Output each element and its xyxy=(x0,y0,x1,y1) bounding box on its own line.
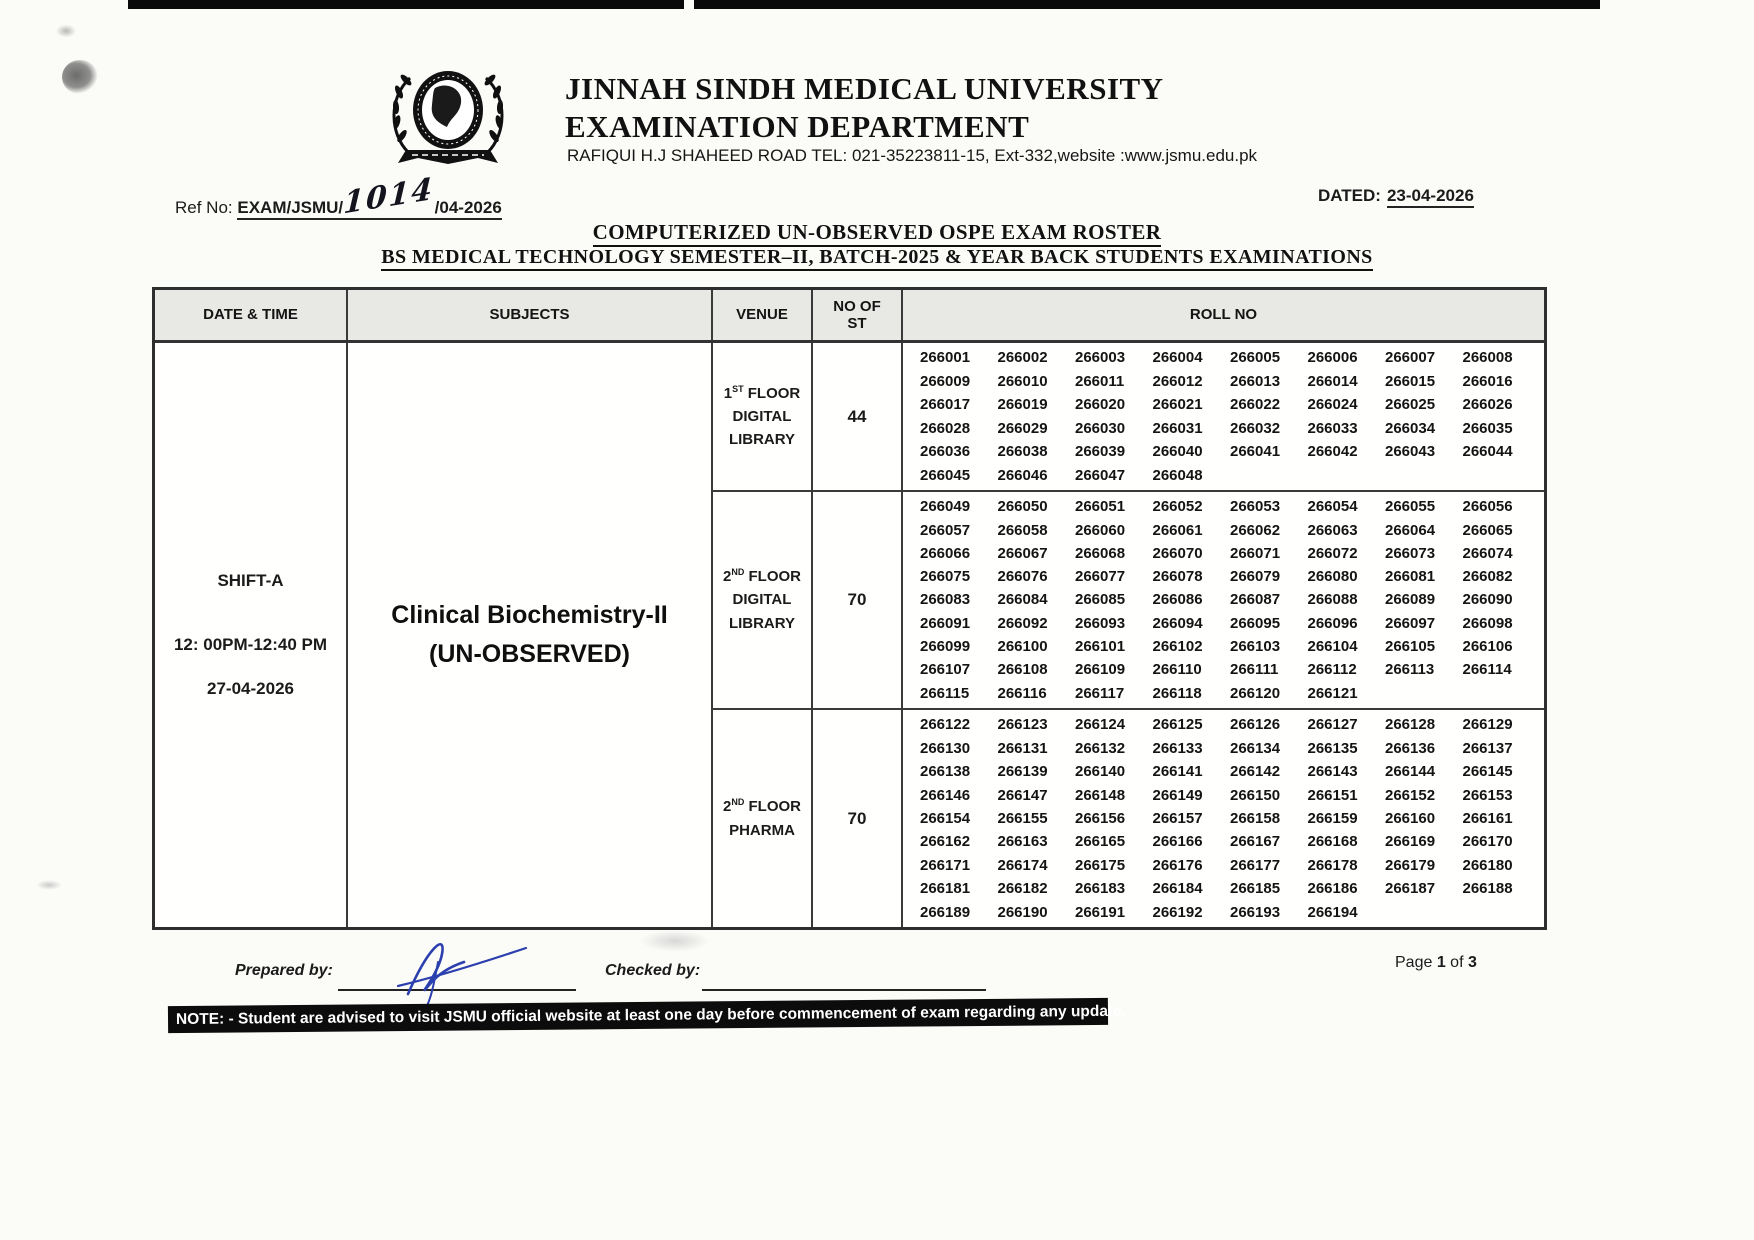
roll-number: 266049 xyxy=(920,498,971,516)
scan-smudge xyxy=(62,60,98,94)
exam-time: 12: 00PM-12:40 PM xyxy=(173,635,328,654)
roll-row xyxy=(920,522,1544,539)
roll-number-grid xyxy=(903,492,1544,708)
roll-number: 266010 xyxy=(997,372,1048,390)
department-name: EXAMINATION DEPARTMENT xyxy=(565,108,1030,144)
roll-number: 266087 xyxy=(1230,591,1281,609)
roll-number: 266187 xyxy=(1385,880,1436,898)
exam-date: 27-04-2026 xyxy=(207,679,294,698)
ref-label: Ref No: xyxy=(175,198,238,217)
venue-line: 2ND FLOOR xyxy=(722,797,801,816)
roll-number: 266072 xyxy=(1307,544,1358,562)
roll-number: 266138 xyxy=(920,763,971,781)
ref-prefix: EXAM/JSMU/ xyxy=(237,198,344,217)
roll-number: 266067 xyxy=(997,544,1048,562)
roll-row xyxy=(920,833,1544,850)
subject-name: Clinical Biochemistry-II xyxy=(391,601,668,629)
ref-handwritten-number: 1014 xyxy=(342,171,436,222)
roll-number: 266182 xyxy=(997,880,1048,898)
roll-number: 266081 xyxy=(1385,568,1436,586)
roll-number: 266161 xyxy=(1462,809,1513,827)
roll-number: 266150 xyxy=(1230,786,1281,804)
roll-number: 266086 xyxy=(1152,591,1203,609)
venue-line: 1ST FLOOR xyxy=(723,383,801,402)
roll-number: 266036 xyxy=(920,443,971,461)
roll-number: 266068 xyxy=(1075,544,1126,562)
roll-number: 266106 xyxy=(1462,638,1513,656)
roll-number: 266136 xyxy=(1385,739,1436,757)
roll-number: 266046 xyxy=(997,466,1048,484)
roll-number: 266157 xyxy=(1152,809,1203,827)
roll-row xyxy=(920,857,1544,874)
checked-by-signature-line xyxy=(702,989,986,991)
roll-number: 266120 xyxy=(1230,684,1281,702)
roll-number: 266088 xyxy=(1307,591,1358,609)
roll-number: 266004 xyxy=(1152,349,1203,367)
table-body xyxy=(155,343,1544,927)
roll-number: 266060 xyxy=(1075,521,1126,539)
roll-number: 266130 xyxy=(920,739,971,757)
roll-number: 266145 xyxy=(1462,763,1513,781)
roll-number: 266074 xyxy=(1462,544,1513,562)
roll-number: 266121 xyxy=(1307,684,1358,702)
roll-number: 266043 xyxy=(1385,443,1436,461)
roll-number: 266009 xyxy=(920,372,971,390)
roll-row xyxy=(920,568,1544,585)
roll-number: 266052 xyxy=(1152,498,1203,516)
roll-number: 266019 xyxy=(997,396,1048,414)
roll-number: 266082 xyxy=(1462,568,1513,586)
roll-row xyxy=(920,591,1544,608)
header-venue: VENUE xyxy=(713,290,813,340)
roll-number-grid xyxy=(903,710,1544,927)
roll-row xyxy=(920,443,1544,460)
roll-number: 266129 xyxy=(1462,716,1513,734)
roll-number: 266094 xyxy=(1152,614,1203,632)
roll-number: 266042 xyxy=(1307,443,1358,461)
venue-line: DIGITAL xyxy=(732,407,792,425)
roll-number: 266020 xyxy=(1075,396,1126,414)
roll-row xyxy=(920,661,1544,678)
roll-number: 266065 xyxy=(1462,521,1513,539)
roll-number: 266125 xyxy=(1152,716,1203,734)
roll-number: 266141 xyxy=(1152,763,1203,781)
roll-number: 266025 xyxy=(1385,396,1436,414)
roll-number: 266066 xyxy=(920,544,971,562)
roll-number: 266134 xyxy=(1230,739,1281,757)
roll-number: 266193 xyxy=(1230,903,1281,921)
header-no-of-st: NO OF ST xyxy=(813,290,903,340)
roll-number: 266108 xyxy=(997,661,1048,679)
checked-by-label: Checked by: xyxy=(605,962,701,979)
roll-number: 266186 xyxy=(1307,880,1358,898)
roll-number: 266045 xyxy=(920,466,971,484)
roll-number: 266017 xyxy=(920,396,971,414)
roll-number: 266058 xyxy=(997,521,1048,539)
roll-number: 266114 xyxy=(1462,661,1512,679)
roll-number: 266169 xyxy=(1385,833,1436,851)
roll-number: 266089 xyxy=(1385,591,1436,609)
roll-number: 266174 xyxy=(997,856,1048,874)
roll-number: 266124 xyxy=(1075,716,1126,734)
roll-number: 266115 xyxy=(920,684,970,702)
roll-number: 266117 xyxy=(1075,684,1125,702)
roll-row xyxy=(920,349,1544,366)
roll-row xyxy=(920,716,1544,733)
roll-number: 266111 xyxy=(1230,661,1279,679)
roll-number: 266021 xyxy=(1152,396,1203,414)
roll-number: 266156 xyxy=(1075,809,1126,827)
roll-number: 266160 xyxy=(1385,809,1436,827)
signature-ink xyxy=(380,922,540,1012)
roll-number: 266062 xyxy=(1230,521,1281,539)
roll-number: 266095 xyxy=(1230,614,1281,632)
student-count: 70 xyxy=(813,492,903,708)
roll-number: 266080 xyxy=(1307,568,1358,586)
roll-number: 266007 xyxy=(1385,349,1436,367)
roll-number: 266139 xyxy=(997,763,1048,781)
page-number: Page 1 of 3 xyxy=(1395,954,1477,971)
roll-number: 266093 xyxy=(1075,614,1126,632)
roll-number: 266075 xyxy=(920,568,971,586)
roll-number: 266085 xyxy=(1075,591,1126,609)
roll-number: 266162 xyxy=(920,833,971,851)
roll-number: 266142 xyxy=(1230,763,1281,781)
roll-row xyxy=(920,787,1544,804)
roll-number: 266146 xyxy=(920,786,971,804)
scan-smudge xyxy=(640,930,710,952)
roll-number: 266165 xyxy=(1075,833,1126,851)
roll-number: 266190 xyxy=(997,903,1048,921)
roll-number: 266131 xyxy=(997,739,1048,757)
roll-row xyxy=(920,420,1544,437)
student-count: 70 xyxy=(813,710,903,927)
roll-number: 266159 xyxy=(1307,809,1358,827)
roll-number: 266113 xyxy=(1385,661,1435,679)
roll-number: 266176 xyxy=(1152,856,1203,874)
roll-number: 266148 xyxy=(1075,786,1126,804)
roll-number: 266104 xyxy=(1307,638,1358,656)
scan-edge-artifact xyxy=(694,0,1600,9)
roll-number: 266170 xyxy=(1462,833,1513,851)
student-count: 44 xyxy=(813,343,903,490)
document-subtitle: BS MEDICAL TECHNOLOGY SEMESTER–II, BATCH-2025 & YEAR BACK STUDENTS EXAMINATIONS xyxy=(0,246,1754,269)
roll-number: 266153 xyxy=(1462,786,1513,804)
roll-row xyxy=(920,904,1544,921)
roll-number: 266109 xyxy=(1075,661,1126,679)
roll-number: 266155 xyxy=(997,809,1048,827)
roll-number: 266149 xyxy=(1152,786,1203,804)
roll-number: 266151 xyxy=(1307,786,1358,804)
roll-row xyxy=(920,740,1544,757)
roll-number: 266012 xyxy=(1152,372,1203,390)
roll-number: 266194 xyxy=(1307,903,1358,921)
shift-label: SHIFT-A xyxy=(217,571,284,590)
roll-number: 266079 xyxy=(1230,568,1281,586)
roll-number: 266101 xyxy=(1075,638,1126,656)
roll-number: 266152 xyxy=(1385,786,1436,804)
roll-number: 266181 xyxy=(920,880,971,898)
subject-mode: (UN-OBSERVED) xyxy=(429,640,630,668)
roll-number: 266116 xyxy=(997,684,1047,702)
roll-number: 266070 xyxy=(1152,544,1203,562)
scan-edge-artifact xyxy=(128,0,684,9)
roll-number: 266128 xyxy=(1385,716,1436,734)
roll-number: 266185 xyxy=(1230,880,1281,898)
ref-number xyxy=(175,171,502,222)
venue-line: 2ND FLOOR xyxy=(722,567,801,586)
dated xyxy=(1318,186,1474,206)
roll-number: 266041 xyxy=(1230,443,1281,461)
roll-number: 266048 xyxy=(1152,466,1203,484)
roll-number: 266090 xyxy=(1462,591,1513,609)
roll-number: 266008 xyxy=(1462,349,1513,367)
roll-number: 266122 xyxy=(920,716,971,734)
roll-row xyxy=(920,615,1544,632)
roll-number: 266028 xyxy=(920,419,971,437)
roll-number: 266126 xyxy=(1230,716,1281,734)
roll-number: 266191 xyxy=(1075,903,1126,921)
roll-number: 266076 xyxy=(997,568,1048,586)
roll-number: 266178 xyxy=(1307,856,1358,874)
roll-number: 266107 xyxy=(920,661,971,679)
roll-number: 266003 xyxy=(1075,349,1126,367)
roll-number: 266105 xyxy=(1385,638,1436,656)
roll-number: 266188 xyxy=(1462,880,1513,898)
roll-number: 266177 xyxy=(1230,856,1281,874)
roll-number: 266133 xyxy=(1152,739,1203,757)
roll-number: 266175 xyxy=(1075,856,1126,874)
dated-value: 23-04-2026 xyxy=(1387,186,1474,208)
roll-row xyxy=(920,498,1544,515)
roll-number: 266163 xyxy=(997,833,1048,851)
roll-number: 266030 xyxy=(1075,419,1126,437)
venue-cell xyxy=(713,343,813,490)
roll-number: 266026 xyxy=(1462,396,1513,414)
roll-number: 266137 xyxy=(1462,739,1513,757)
header-roll-no: ROLL NO xyxy=(1189,306,1258,324)
roll-number-grid xyxy=(903,343,1544,490)
roll-number: 266035 xyxy=(1462,419,1513,437)
venue-cell xyxy=(713,492,813,708)
header-date-time: DATE & TIME xyxy=(155,290,348,340)
venue-block xyxy=(713,490,1544,708)
roll-number: 266123 xyxy=(997,716,1048,734)
roll-number: 266147 xyxy=(997,786,1048,804)
roll-number: 266044 xyxy=(1462,443,1513,461)
roll-row xyxy=(920,373,1544,390)
venue-block xyxy=(713,343,1544,490)
roll-number: 266099 xyxy=(920,638,971,656)
roll-number: 266013 xyxy=(1230,372,1281,390)
roll-number: 266031 xyxy=(1152,419,1203,437)
roll-number: 266038 xyxy=(997,443,1048,461)
roll-number: 266183 xyxy=(1075,880,1126,898)
roll-number: 266096 xyxy=(1307,614,1358,632)
roll-number: 266166 xyxy=(1152,833,1203,851)
roll-number: 266154 xyxy=(920,809,971,827)
roll-number: 266171 xyxy=(920,856,971,874)
roll-number: 266184 xyxy=(1152,880,1203,898)
roll-number: 266050 xyxy=(997,498,1048,516)
roll-number: 266032 xyxy=(1230,419,1281,437)
venue-line: LIBRARY xyxy=(728,431,796,449)
roll-number: 266054 xyxy=(1307,498,1358,516)
roll-number: 266103 xyxy=(1230,638,1281,656)
venue-block xyxy=(713,708,1544,927)
roll-number: 266132 xyxy=(1075,739,1126,757)
ref-suffix: /04-2026 xyxy=(434,198,502,217)
roll-number: 266005 xyxy=(1230,349,1281,367)
roll-number: 266084 xyxy=(997,591,1048,609)
roll-number: 266055 xyxy=(1385,498,1436,516)
roll-number: 266063 xyxy=(1307,521,1358,539)
roll-number: 266047 xyxy=(1075,466,1126,484)
table-header-row xyxy=(155,290,1544,343)
roll-number: 266014 xyxy=(1307,372,1358,390)
roll-number: 266098 xyxy=(1462,614,1513,632)
roll-number: 266024 xyxy=(1307,396,1358,414)
roll-number: 266143 xyxy=(1307,763,1358,781)
roll-row xyxy=(920,467,1544,484)
exam-roster-table xyxy=(152,287,1547,930)
roll-number: 266064 xyxy=(1385,521,1436,539)
roll-number: 266179 xyxy=(1385,856,1436,874)
date-time-cell xyxy=(155,343,348,927)
roll-row xyxy=(920,685,1544,702)
roll-number: 266056 xyxy=(1462,498,1513,516)
venue-line: LIBRARY xyxy=(728,614,796,632)
roll-number: 266001 xyxy=(920,349,971,367)
roll-number: 266034 xyxy=(1385,419,1436,437)
roll-number: 266029 xyxy=(997,419,1048,437)
roll-row xyxy=(920,880,1544,897)
roll-number: 266077 xyxy=(1075,568,1126,586)
address-line: RAFIQUI H.J SHAHEED ROAD TEL: 021-35223811-15, Ext-332,website :www.jsmu.edu.pk xyxy=(567,146,1258,165)
scan-smudge xyxy=(55,24,77,38)
roll-number: 266100 xyxy=(997,638,1048,656)
roll-number: 266033 xyxy=(1307,419,1358,437)
roll-number: 266097 xyxy=(1385,614,1436,632)
roll-number: 266092 xyxy=(997,614,1048,632)
roll-number: 266016 xyxy=(1462,372,1513,390)
roll-number: 266192 xyxy=(1152,903,1203,921)
roll-number: 266053 xyxy=(1230,498,1281,516)
university-name: JINNAH SINDH MEDICAL UNIVERSITY xyxy=(565,71,1164,106)
roll-number: 266039 xyxy=(1075,443,1126,461)
roll-row xyxy=(920,396,1544,413)
roll-number: 266135 xyxy=(1307,739,1358,757)
roll-number: 266061 xyxy=(1152,521,1203,539)
roll-number: 266110 xyxy=(1152,661,1202,679)
roll-number: 266112 xyxy=(1307,661,1357,679)
roll-number: 266158 xyxy=(1230,809,1281,827)
roll-number: 266167 xyxy=(1230,833,1281,851)
roll-row xyxy=(920,763,1544,780)
roll-number: 266057 xyxy=(920,521,971,539)
roll-row xyxy=(920,545,1544,562)
scan-smudge xyxy=(36,880,62,890)
header-subjects: SUBJECTS xyxy=(348,290,713,340)
roll-number: 266127 xyxy=(1307,716,1358,734)
venue-blocks xyxy=(713,343,1544,927)
roll-number: 266071 xyxy=(1230,544,1281,562)
roll-number: 266078 xyxy=(1152,568,1203,586)
roll-number: 266073 xyxy=(1385,544,1436,562)
roll-number: 266002 xyxy=(997,349,1048,367)
roll-number: 266144 xyxy=(1385,763,1436,781)
subject-cell xyxy=(348,343,713,927)
roll-number: 266168 xyxy=(1307,833,1358,851)
roll-number: 266040 xyxy=(1152,443,1203,461)
document-title: COMPUTERIZED UN-OBSERVED OSPE EXAM ROSTER xyxy=(0,220,1754,245)
roll-number: 266083 xyxy=(920,591,971,609)
roll-number: 266022 xyxy=(1230,396,1281,414)
roll-number: 266091 xyxy=(920,614,971,632)
venue-cell xyxy=(713,710,813,927)
university-crest-icon xyxy=(378,60,518,178)
roll-number: 266180 xyxy=(1462,856,1513,874)
roll-row xyxy=(920,810,1544,827)
roll-number: 266011 xyxy=(1075,372,1125,390)
note-banner: NOTE: - Student are advised to visit JSMU official website at least one day before commencement of exam regarding any update. xyxy=(168,998,1108,1033)
prepared-by-label: Prepared by: xyxy=(235,962,333,979)
roll-number: 266102 xyxy=(1152,638,1203,656)
roll-number: 266140 xyxy=(1075,763,1126,781)
roll-number: 266051 xyxy=(1075,498,1126,516)
venue-line: DIGITAL xyxy=(732,591,792,609)
roll-row xyxy=(920,638,1544,655)
venue-line: PHARMA xyxy=(729,821,795,839)
roll-number: 266118 xyxy=(1152,684,1202,702)
roll-number: 266006 xyxy=(1307,349,1358,367)
dated-label: DATED: xyxy=(1318,186,1381,205)
roll-number: 266189 xyxy=(920,903,971,921)
roll-number: 266015 xyxy=(1385,372,1436,390)
